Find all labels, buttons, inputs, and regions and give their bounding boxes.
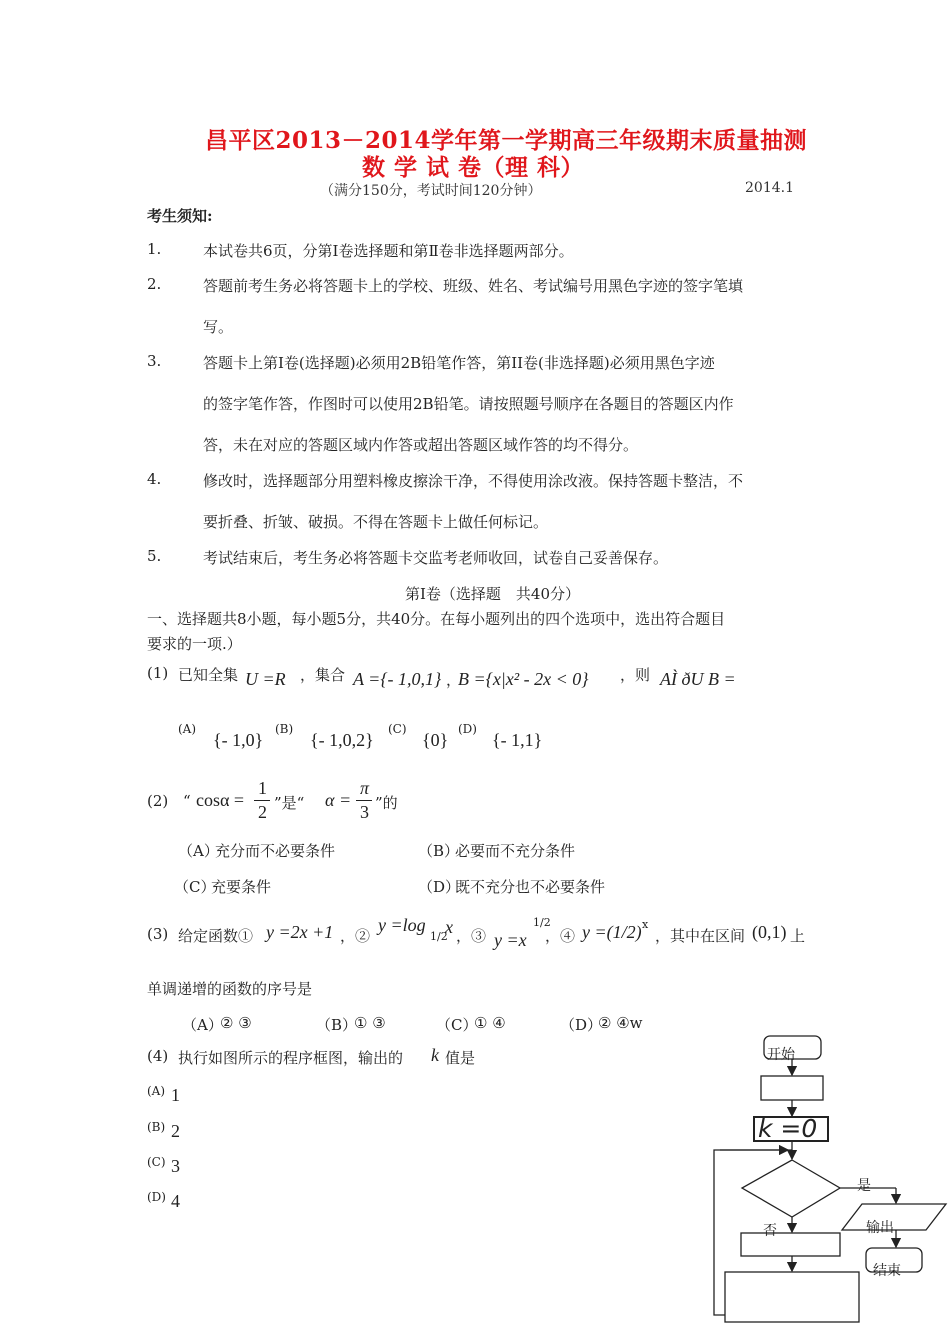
notice-line: 本试卷共6页，分第Ⅰ卷选择题和第Ⅱ卷非选择题两部分。 bbox=[203, 242, 574, 260]
flowchart-output-label: 输出 bbox=[866, 1220, 894, 1236]
q3-exponent: x bbox=[642, 918, 649, 931]
q1-expression: AÌ ðU B = bbox=[660, 669, 736, 689]
notice-line: 答题前考生务必将答题卡上的学校、班级、姓名、考试编号用黑色字迹的签字笔填 bbox=[203, 277, 744, 295]
exam-title: 昌平区2013－2014学年第一学期高三年级期末质量抽测 bbox=[205, 127, 808, 154]
flowchart-process-box bbox=[725, 1272, 859, 1322]
flowchart-yes-label: 是 bbox=[857, 1178, 871, 1194]
q1-option-label: (C) bbox=[388, 722, 407, 736]
q2-option-text: 既不充分也不必要条件 bbox=[455, 878, 606, 896]
q4-option-label: (A) bbox=[147, 1084, 166, 1098]
q2-option-text: 必要而不充分条件 bbox=[455, 842, 576, 860]
flowchart-process-box bbox=[741, 1233, 840, 1256]
q4-option-value: 1 bbox=[171, 1085, 180, 1105]
notice-line: 修改时，选择题部分用塑料橡皮擦涂干净，不得使用涂改液。保持答题卡整洁，不 bbox=[203, 472, 744, 490]
q2-frac-den: 2 bbox=[258, 802, 267, 822]
q2-frac-num: π bbox=[360, 778, 370, 798]
q3-text: 给定函数① bbox=[178, 927, 254, 945]
q4-text: 执行如图所示的程序框图，输出的 bbox=[178, 1049, 404, 1067]
q1-option-value: {- 1,0} bbox=[213, 730, 264, 750]
q3-option-label: （C） bbox=[436, 1016, 478, 1034]
notice-line: 答，未在对应的答题区域内作答或超出答题区域作答的均不得分。 bbox=[203, 436, 639, 454]
exam-info: （满分150分，考试时间120分钟） bbox=[320, 183, 542, 199]
flowchart-lines bbox=[700, 1030, 950, 1344]
q4-option-label: (C) bbox=[147, 1155, 166, 1169]
q3-text: ，② bbox=[340, 927, 371, 945]
notice-line: 答题卡上第Ⅰ卷(选择题)必须用2B铅笔作答，第II卷(非选择题)必须用黑色字迹 bbox=[203, 354, 715, 372]
q4-option-value: 2 bbox=[171, 1121, 180, 1141]
q3-option-text: ② ③ bbox=[220, 1014, 252, 1032]
q3-interval: (0,1) bbox=[752, 922, 787, 942]
flowchart-end-label: 结束 bbox=[873, 1263, 901, 1279]
q3-option-text: ① ③ bbox=[354, 1014, 386, 1032]
q2-option-label: （B） bbox=[418, 842, 460, 860]
q2-text: ”是“ bbox=[274, 794, 305, 812]
exam-subtitle: 数 学 试 卷（理 科） bbox=[362, 154, 585, 181]
notice-num-4: 4. bbox=[147, 470, 162, 488]
q4-k: k bbox=[431, 1045, 439, 1065]
q2-cos: cosα = bbox=[196, 790, 245, 810]
q3-log-base: 1/2 bbox=[430, 930, 448, 943]
q2-option-label: （D） bbox=[418, 878, 461, 896]
q3-func-1: y =2x +1 bbox=[266, 922, 334, 942]
flowchart-output-box bbox=[842, 1204, 946, 1230]
q4-option-label: (D) bbox=[147, 1190, 166, 1204]
q2-option-label: （C） bbox=[174, 878, 216, 896]
q3-text: 上 bbox=[790, 927, 806, 945]
q2-text: ”的 bbox=[375, 794, 398, 812]
flowchart-decision-diamond bbox=[742, 1160, 840, 1217]
q2-quote: “ bbox=[183, 792, 191, 810]
q3-func-3: y =x bbox=[494, 930, 527, 950]
fraction-bar bbox=[254, 800, 270, 801]
notice-line: 写。 bbox=[203, 318, 234, 336]
q3-func-2: y =log bbox=[378, 915, 426, 935]
q3-text: ，③ bbox=[456, 927, 487, 945]
q2-option-label: （A） bbox=[178, 842, 219, 860]
notice-num-3: 3. bbox=[147, 352, 162, 370]
q2-option-text: 充要条件 bbox=[211, 878, 272, 896]
q3-func-4: y =(1/2) bbox=[582, 922, 642, 942]
flowchart-init-label: k =0 bbox=[758, 1114, 818, 1143]
q3-text: 单调递增的函数的序号是 bbox=[147, 980, 313, 998]
flowchart-no-label: 否 bbox=[763, 1223, 777, 1239]
q3-option-text: ② ④w bbox=[598, 1014, 643, 1032]
notice-line: 要折叠、折皱、破损。不得在答题卡上做任何标记。 bbox=[203, 513, 549, 531]
q3-option-label: （A） bbox=[182, 1016, 223, 1034]
q1-universe: U =R bbox=[245, 669, 286, 689]
q4-option-value: 3 bbox=[171, 1156, 180, 1176]
q3-option-label: （B） bbox=[316, 1016, 358, 1034]
flowchart-start-label: 开始 bbox=[767, 1047, 795, 1063]
q1-text: 已知全集 bbox=[178, 666, 239, 684]
q1-text: ，集合 bbox=[300, 666, 346, 684]
q3-func-2-arg: x bbox=[445, 917, 453, 937]
part1-intro: 一、选择题共8小题，每小题5分，共40分。在每小题列出的四个选项中，选出符合题目 bbox=[147, 610, 726, 628]
q2-frac-num: 1 bbox=[258, 778, 267, 798]
q3-exponent: 1/2 bbox=[533, 916, 551, 929]
flowchart-process-box bbox=[761, 1076, 823, 1100]
q1-text: ，则 bbox=[620, 666, 651, 684]
q4-option-label: (B) bbox=[147, 1120, 166, 1134]
q1-option-label: (A) bbox=[178, 722, 197, 736]
q1-number: (1) bbox=[147, 664, 169, 682]
q1-option-label: (B) bbox=[275, 722, 294, 736]
q2-number: (2) bbox=[147, 792, 169, 810]
notice-num-2: 2. bbox=[147, 275, 162, 293]
q2-frac-den: 3 bbox=[360, 802, 369, 822]
notice-num-5: 5. bbox=[147, 547, 162, 565]
q3-option-text: ① ④ bbox=[474, 1014, 506, 1032]
q2-alpha: α = bbox=[325, 790, 352, 810]
q3-text: ，④ bbox=[545, 927, 576, 945]
q1-option-value: {- 1,0,2} bbox=[310, 730, 374, 750]
q1-option-label: (D) bbox=[458, 722, 477, 736]
q2-option-text: 充分而不必要条件 bbox=[215, 842, 336, 860]
q3-text: ，其中在区间 bbox=[655, 927, 746, 945]
q4-option-value: 4 bbox=[171, 1191, 180, 1211]
notice-num-1: 1. bbox=[147, 240, 162, 258]
q4-number: (4) bbox=[147, 1047, 169, 1065]
q1-set-b: B ={x|x² - 2x < 0} bbox=[458, 669, 589, 689]
q1-set-a: A ={- 1,0,1} bbox=[353, 669, 442, 689]
q4-text: 值是 bbox=[445, 1049, 476, 1067]
q3-number: (3) bbox=[147, 925, 169, 943]
part1-heading: 第Ⅰ卷（选择题 共40分） bbox=[405, 585, 581, 603]
exam-date: 2014.1 bbox=[745, 180, 794, 196]
q1-sep: ， bbox=[446, 671, 462, 689]
q1-option-value: {0} bbox=[422, 730, 449, 750]
notice-heading: 考生须知: bbox=[147, 207, 213, 225]
q3-option-label: （D） bbox=[560, 1016, 603, 1034]
notice-line: 的签字笔作答，作图时可以使用2B铅笔。请按照题号顺序在各题目的答题区内作 bbox=[203, 395, 734, 413]
part1-intro: 要求的一项.） bbox=[147, 635, 242, 653]
notice-line: 考试结束后，考生务必将答题卡交监考老师收回，试卷自己妥善保存。 bbox=[203, 549, 669, 567]
q1-option-value: {- 1,1} bbox=[492, 730, 543, 750]
fraction-bar bbox=[356, 800, 372, 801]
